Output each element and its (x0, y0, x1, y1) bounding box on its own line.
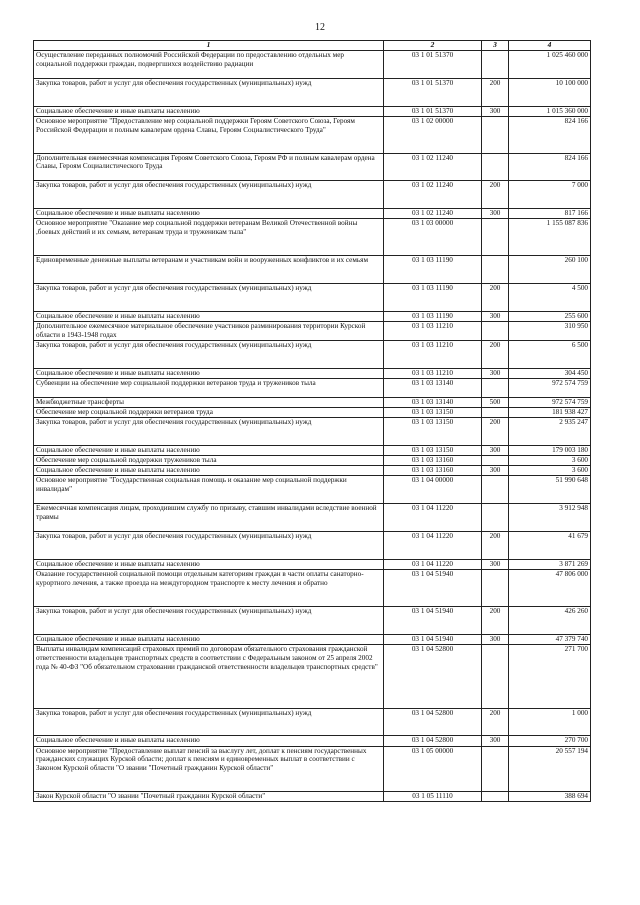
table-row (34, 209, 591, 219)
row-code: 03 1 03 13140 (384, 398, 482, 408)
row-code: 03 1 03 11190 (384, 284, 482, 312)
table-row (34, 418, 591, 446)
row-amount: 388 694 (509, 792, 591, 802)
row-code: 03 1 03 13150 (384, 418, 482, 446)
row-amount: 6 500 (509, 341, 591, 369)
row-type: 200 (482, 532, 509, 560)
row-type: 200 (482, 708, 509, 736)
row-name: Дополнительная ежемесячная компенсация Героям Советского Союза, Героям РФ и полным кавалерам ордена Славы, Героям Социалистического Труда (34, 153, 384, 181)
row-amount: 817 166 (509, 209, 591, 219)
header-col-2: 2 (384, 41, 482, 51)
row-code: 03 1 04 11220 (384, 532, 482, 560)
row-amount: 972 574 759 (509, 379, 591, 398)
table-row (34, 50, 591, 78)
row-type: 300 (482, 560, 509, 570)
row-name: Социальное обеспечение и иные выплаты населению (34, 736, 384, 746)
row-type (482, 476, 509, 504)
row-amount: 4 500 (509, 284, 591, 312)
row-name: Основное мероприятие "Предоставление выплат пенсий за выслугу лет, доплат к пенсиям государственных гражданских служащих Курской области; доплат к пенсиям и единовременных выплат в соответствии с Законом Курской области "О звании "Почетный гражданин Курской области" (34, 746, 384, 792)
row-type (482, 219, 509, 256)
table-row (34, 256, 591, 284)
row-type: 200 (482, 607, 509, 635)
row-type: 200 (482, 181, 509, 209)
row-amount: 270 700 (509, 736, 591, 746)
row-amount: 304 450 (509, 369, 591, 379)
table-row (34, 607, 591, 635)
row-type (482, 792, 509, 802)
row-type (482, 256, 509, 284)
row-name: Социальное обеспечение и иные выплаты населению (34, 446, 384, 456)
row-type: 300 (482, 634, 509, 644)
row-code: 03 1 02 11240 (384, 181, 482, 209)
row-amount: 972 574 759 (509, 398, 591, 408)
row-type (482, 116, 509, 153)
table-body (34, 50, 591, 801)
row-amount: 1 015 360 000 (509, 106, 591, 116)
header-col-1: 1 (34, 41, 384, 51)
row-name: Основное мероприятие "Государственная социальная помощь и оказание мер социальной поддержки инвалидам" (34, 476, 384, 504)
row-name: Основное мероприятие "Оказание мер социальной поддержки ветеранам Великой Отечественной войны ,боевых действий и их семьям, ветеранам труда и труженикам тыла" (34, 219, 384, 256)
row-name: Закон Курской области "О звании "Почетный гражданин Курской области" (34, 792, 384, 802)
row-name: Закупка товаров, работ и услуг для обеспечения государственных (муниципальных) нужд (34, 418, 384, 446)
row-type: 200 (482, 341, 509, 369)
row-code: 03 1 04 51940 (384, 570, 482, 607)
row-code: 03 1 03 11210 (384, 341, 482, 369)
row-code: 03 1 03 13140 (384, 379, 482, 398)
row-amount: 310 950 (509, 322, 591, 341)
row-name: Закупка товаров, работ и услуг для обеспечения государственных (муниципальных) нужд (34, 341, 384, 369)
row-amount: 426 260 (509, 607, 591, 635)
row-code: 03 1 03 11190 (384, 256, 482, 284)
row-code: 03 1 05 11110 (384, 792, 482, 802)
row-amount: 1 000 (509, 708, 591, 736)
table-row (34, 708, 591, 736)
row-name: Субвенции на обеспечение мер социальной поддержки ветеранов труда и тружеников тыла (34, 379, 384, 398)
header-col-4: 4 (509, 41, 591, 51)
row-type: 300 (482, 369, 509, 379)
row-name: Ежемесячная компенсация лицам, проходившим службу по призыву, ставшим инвалидами вследствие военной травмы (34, 504, 384, 532)
header-col-3: 3 (482, 41, 509, 51)
row-type (482, 504, 509, 532)
row-name: Осуществление переданных полномочий Российской Федерации по предоставлению отдельных мер социальной поддержки граждан, подвергшихся воздействию радиации (34, 50, 384, 78)
row-amount: 41 679 (509, 532, 591, 560)
row-code: 03 1 04 52800 (384, 645, 482, 709)
row-type (482, 379, 509, 398)
table-row (34, 116, 591, 153)
row-code: 03 1 03 13160 (384, 466, 482, 476)
row-amount: 3 912 948 (509, 504, 591, 532)
row-code: 03 1 04 52800 (384, 736, 482, 746)
row-code: 03 1 04 52800 (384, 708, 482, 736)
row-name: Обеспечение мер социальной поддержки тружеников тыла (34, 456, 384, 466)
row-code: 03 1 03 11190 (384, 312, 482, 322)
row-type (482, 746, 509, 792)
row-amount: 3 600 (509, 466, 591, 476)
row-code: 03 1 02 11240 (384, 153, 482, 181)
table-row (34, 369, 591, 379)
row-amount: 824 166 (509, 116, 591, 153)
page-number: 12 (315, 22, 325, 33)
row-code: 03 1 04 51940 (384, 607, 482, 635)
row-type (482, 153, 509, 181)
table-row (34, 634, 591, 644)
table-row (34, 78, 591, 106)
row-name: Социальное обеспечение и иные выплаты населению (34, 466, 384, 476)
row-type: 500 (482, 398, 509, 408)
row-type: 300 (482, 736, 509, 746)
row-code: 03 1 03 13150 (384, 446, 482, 456)
row-amount: 1 025 460 000 (509, 50, 591, 78)
row-name: Социальное обеспечение и иные выплаты населению (34, 369, 384, 379)
row-name: Социальное обеспечение и иные выплаты населению (34, 106, 384, 116)
row-amount: 7 000 (509, 181, 591, 209)
row-type: 300 (482, 209, 509, 219)
header-row (34, 41, 591, 51)
row-type (482, 645, 509, 709)
row-name: Закупка товаров, работ и услуг для обеспечения государственных (муниципальных) нужд (34, 708, 384, 736)
row-type: 200 (482, 418, 509, 446)
row-type (482, 50, 509, 78)
table-row (34, 219, 591, 256)
row-amount: 271 700 (509, 645, 591, 709)
row-code: 03 1 02 00000 (384, 116, 482, 153)
row-amount: 10 100 000 (509, 78, 591, 106)
table-row (34, 560, 591, 570)
row-name: Единовременные денежные выплаты ветеранам и участникам войн и вооруженных конфликтов и их семьям (34, 256, 384, 284)
row-code: 03 1 03 13150 (384, 408, 482, 418)
row-name: Социальное обеспечение и иные выплаты населению (34, 209, 384, 219)
row-name: Закупка товаров, работ и услуг для обеспечения государственных (муниципальных) нужд (34, 78, 384, 106)
row-name: Социальное обеспечение и иные выплаты населению (34, 560, 384, 570)
table-row (34, 408, 591, 418)
row-code: 03 1 02 11240 (384, 209, 482, 219)
row-code: 03 1 04 51940 (384, 634, 482, 644)
row-type: 300 (482, 446, 509, 456)
budget-table (33, 40, 591, 802)
row-amount: 2 935 247 (509, 418, 591, 446)
row-type (482, 570, 509, 607)
row-code: 03 1 01 51370 (384, 106, 482, 116)
row-amount: 3 600 (509, 456, 591, 466)
row-amount: 1 155 087 836 (509, 219, 591, 256)
table-row (34, 504, 591, 532)
row-type: 300 (482, 312, 509, 322)
row-code: 03 1 04 00000 (384, 476, 482, 504)
row-type: 200 (482, 78, 509, 106)
table-row (34, 476, 591, 504)
row-amount: 181 938 427 (509, 408, 591, 418)
row-amount: 20 557 194 (509, 746, 591, 792)
row-code: 03 1 03 13160 (384, 456, 482, 466)
row-amount: 47 379 740 (509, 634, 591, 644)
row-code: 03 1 04 11220 (384, 560, 482, 570)
table-row (34, 456, 591, 466)
table-row (34, 322, 591, 341)
row-name: Закупка товаров, работ и услуг для обеспечения государственных (муниципальных) нужд (34, 607, 384, 635)
row-name: Выплаты инвалидам компенсаций страховых премий по договорам обязательного страхования гражданской ответственности владельцев транспортных средств в соответствии с Федеральным законом от 25 апреля 2002 года № 40-ФЗ "Об обязательном страховании гражданской ответственности владельцев транспортных средств" (34, 645, 384, 709)
row-type: 200 (482, 284, 509, 312)
row-type: 300 (482, 106, 509, 116)
row-name: Закупка товаров, работ и услуг для обеспечения государственных (муниципальных) нужд (34, 532, 384, 560)
row-amount: 3 871 269 (509, 560, 591, 570)
row-amount: 255 600 (509, 312, 591, 322)
table-row (34, 341, 591, 369)
row-amount: 824 166 (509, 153, 591, 181)
row-type (482, 408, 509, 418)
table-row (34, 379, 591, 398)
table-row (34, 746, 591, 792)
table-row (34, 446, 591, 456)
table-row (34, 792, 591, 802)
row-code: 03 1 05 00000 (384, 746, 482, 792)
row-name: Закупка товаров, работ и услуг для обеспечения государственных (муниципальных) нужд (34, 284, 384, 312)
row-amount: 47 806 000 (509, 570, 591, 607)
table-row (34, 106, 591, 116)
row-type: 300 (482, 466, 509, 476)
row-name: Социальное обеспечение и иные выплаты населению (34, 312, 384, 322)
row-type (482, 322, 509, 341)
row-name: Дополнительное ежемесячное материальное обеспечение участников разминирования территории Курской области в 1943-1948 годах (34, 322, 384, 341)
table-row (34, 398, 591, 408)
table-row (34, 153, 591, 181)
row-amount: 179 003 180 (509, 446, 591, 456)
row-name: Закупка товаров, работ и услуг для обеспечения государственных (муниципальных) нужд (34, 181, 384, 209)
row-code: 03 1 03 11210 (384, 322, 482, 341)
table-row (34, 645, 591, 709)
row-code: 03 1 04 11220 (384, 504, 482, 532)
row-name: Социальное обеспечение и иные выплаты населению (34, 634, 384, 644)
row-code: 03 1 01 51370 (384, 50, 482, 78)
row-code: 03 1 03 11210 (384, 369, 482, 379)
row-code: 03 1 01 51370 (384, 78, 482, 106)
table-row (34, 736, 591, 746)
row-name: Основное мероприятие "Предоставление мер социальной поддержки Героям Советского Союза, Героям Российской Федерации и полным кавалерам ордена Славы, Героям Социалистического Труда" (34, 116, 384, 153)
row-name: Оказание государственной социальной помощи отдельным категориям граждан в части оплаты санаторно-курортного лечения, а также проезда на междугородном транспорте к месту лечения и обратно (34, 570, 384, 607)
table-row (34, 466, 591, 476)
table-row (34, 312, 591, 322)
row-amount: 51 990 648 (509, 476, 591, 504)
row-type (482, 456, 509, 466)
table-row (34, 570, 591, 607)
table-row (34, 532, 591, 560)
row-amount: 260 100 (509, 256, 591, 284)
row-name: Обеспечение мер социальной поддержки ветеранов труда (34, 408, 384, 418)
table-row (34, 181, 591, 209)
row-name: Межбюджетные трансферты (34, 398, 384, 408)
row-code: 03 1 03 00000 (384, 219, 482, 256)
table-row (34, 284, 591, 312)
